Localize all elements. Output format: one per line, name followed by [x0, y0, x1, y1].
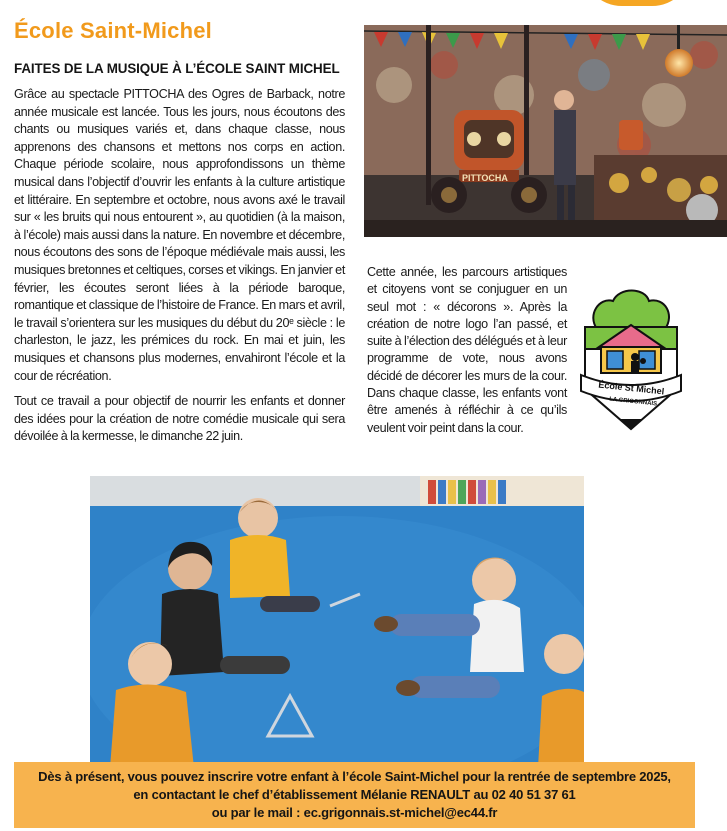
pittocha-sign: PITTOCHA — [462, 173, 508, 183]
classroom-photo — [90, 476, 584, 768]
enrollment-email: ou par le mail : ec.grigonnais.st-michel@ec44.fr — [211, 805, 498, 820]
school-logo-illustration — [577, 285, 685, 431]
decorative-orange-shape — [582, 0, 692, 6]
side-article — [367, 264, 567, 437]
side-paragraph: Cette année, les parcours artistiques et citoyens vont se conjuguer en un seul mot : « décorons ». Après la création de notre logo l’an passé, et suite à l’élection des délégués et à leur programme de vote, nous avons décidé de décorer les murs de la cour. Dans chaque classe, les enfants vont être amenés à réfléchir à ce qu’ils veulent voir peint dans la cour. — [367, 265, 567, 435]
article-body — [14, 86, 345, 454]
logo-place-name: LA GRIGONNAIS — [608, 396, 658, 408]
logo-school-name: École St Michel — [597, 379, 665, 397]
classroom-photo-illustration — [90, 476, 584, 768]
enrollment-text — [14, 768, 695, 822]
enrollment-line-1: Dès à présent, vous pouvez inscrire votre enfant à l’école Saint-Michel pour la rentrée de septembre 2025, — [38, 769, 671, 784]
stage-photo-illustration — [364, 25, 727, 237]
article-paragraph-1: Grâce au spectacle PITTOCHA des Ogres de Barback, notre année musicale est lancée. Tous les jours, nous écoutons des chants ou musiques variés et, dans chaque classe, nous apprenons des chansons et mettons nos corps en action. Chaque période scolaire, nous approfondissons un thème musical dans l’objectif d’ouvrir les enfants à la culture artistique et littéraire. En septembre et octobre, nous avons axé le travail sur « les bruits qui nous entourent », au quotidien (à la maison, à l’école) mais aussi dans la nature. En novembre et décembre, nous écoutons des sons de l’époque médiévale mais aussi, les musiques bretonnes et celtiques, corses et vikings. En janvier et février, les écoutes seront liées à la période baroque, romantique et classique de l’histoire de France. En mars et avril, le travail s’orientera sur les musiques du début du 20ᵉ siècle : le charleston, le jazz, les prémices du rock. En mai et juin, les musiques et chansons plus modernes, envahiront l’école et la cour de récréation. — [14, 87, 345, 383]
article-paragraph-2: Tout ce travail a pour objectif de nourrir les enfants et donner des idées pour la création de notre comédie musicale qui sera dévoilée à la kermesse, le dimanche 22 juin. — [14, 394, 345, 444]
enrollment-line-2: en contactant le chef d’établissement Mélanie RENAULT au 02 40 51 37 61 — [133, 787, 576, 802]
stage-photo — [364, 25, 727, 237]
enrollment-banner — [14, 762, 695, 828]
article-heading: FAITES DE LA MUSIQUE À L’ÉCOLE SAINT MICHEL — [14, 61, 340, 76]
school-title: École Saint-Michel — [14, 18, 212, 43]
school-logo — [577, 285, 685, 431]
